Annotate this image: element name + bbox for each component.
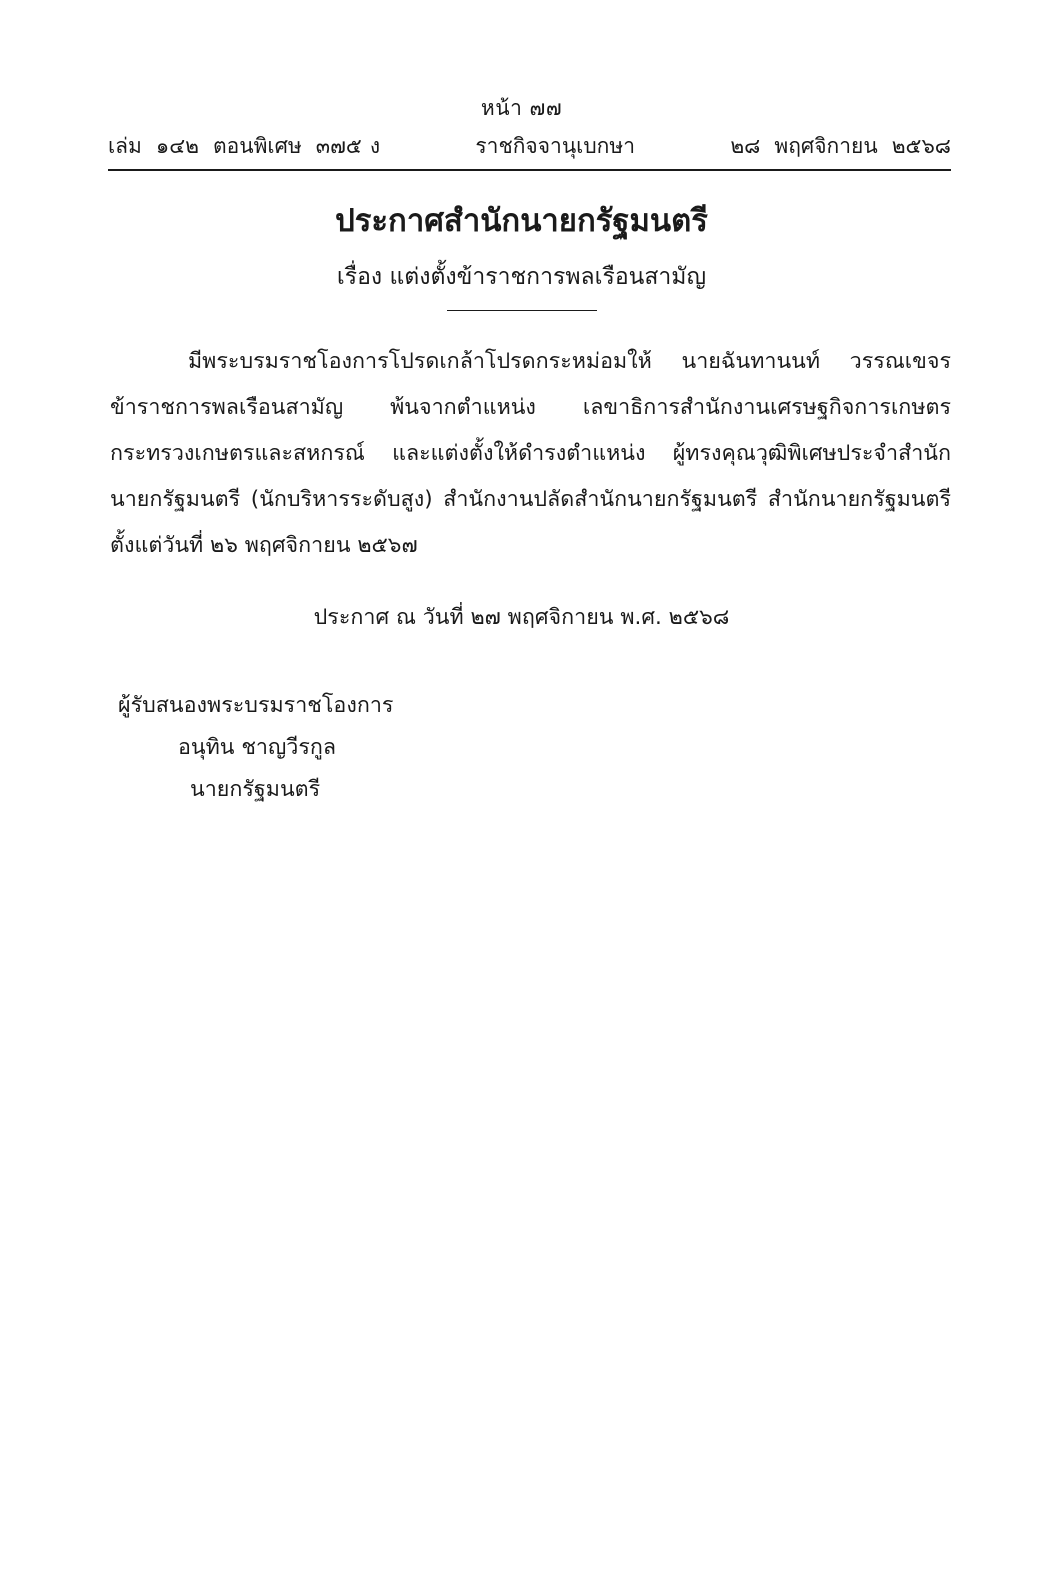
section-letter: ง — [369, 134, 381, 159]
announcement-date: ประกาศ ณ วันที่ ๒๗ พฤศจิกายน พ.ศ. ๒๕๖๘ — [313, 605, 730, 631]
section-label: ตอนพิเศษ — [212, 134, 302, 159]
section-number: ๓๗๕ — [315, 134, 362, 159]
gazette-page — [0, 96, 1043, 1574]
header-date-group — [730, 133, 951, 159]
page-title: ประกาศสำนักนายกรัฐมนตรี — [335, 203, 708, 240]
body-paragraph-text: มีพระบรมราชโองการโปรดเกล้าโปรดกระหม่อมให้ นายฉันทานนท์ วรรณเขจร ข้าราชการพลเรือนสามัญ พ้นจากตำแหน่ง เลขาธิการสำนักงานเศรษฐกิจการเกษตร กระทรวงเกษตรและสหกรณ์ และแต่งตั้งให้ดำรงตำแหน่ง ผู้ทรงคุณวุฒิพิเศษประจำสำนักนายกรัฐมนตรี (นักบริหารระดับสูง) สำนักงานปลัดสำนักนายกรัฐมนตรี สำนักนายกรัฐมนตรี ตั้งแต่วันที่ ๒๖ พฤศจิกายน ๒๕๖๗ — [110, 349, 951, 559]
countersign-position: นายกรัฐมนตรี — [190, 777, 321, 803]
header-volume-group — [108, 133, 380, 159]
header-day: ๒๘ — [730, 134, 761, 159]
header-divider — [108, 169, 951, 171]
countersign-block — [118, 685, 1043, 811]
volume-label: เล่ม — [108, 134, 142, 159]
body-paragraph — [110, 339, 951, 569]
header-month: พฤศจิกายน — [774, 134, 878, 159]
countersign-name: อนุทิน ชาญวีรกูล — [178, 735, 337, 761]
title-divider — [447, 310, 597, 311]
volume-number: ๑๔๒ — [155, 134, 199, 159]
gazette-name: ราชกิจจานุเบกษา — [475, 134, 636, 159]
page-subtitle: เรื่อง แต่งตั้งข้าราชการพลเรือนสามัญ — [336, 263, 707, 290]
page-number: หน้า ๗๗ — [480, 96, 563, 120]
gazette-header — [108, 133, 951, 159]
countersign-label: ผู้รับสนองพระบรมราชโองการ — [118, 693, 394, 719]
body-text — [110, 339, 951, 569]
header-year: ๒๕๖๘ — [891, 134, 951, 159]
